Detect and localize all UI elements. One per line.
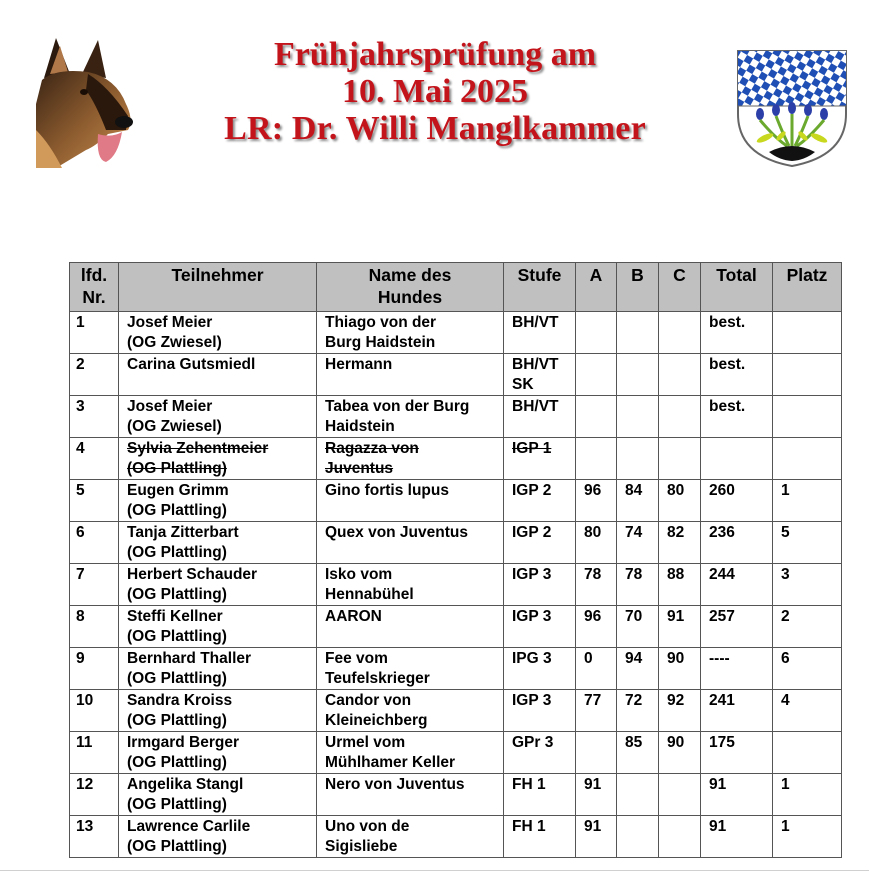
cell-stufe bbox=[504, 480, 576, 522]
participant-name: Angelika Stangl bbox=[127, 776, 244, 793]
cell-c bbox=[659, 396, 701, 438]
cell-teilnehmer bbox=[119, 396, 317, 438]
dog-name-line-1: Isko vom bbox=[325, 566, 393, 583]
cell-a: 78 bbox=[576, 564, 617, 606]
dog-name-line-1: Nero von Juventus bbox=[325, 776, 465, 793]
participant-name: Eugen Grimm bbox=[127, 482, 229, 499]
cell-hund bbox=[317, 438, 504, 480]
page-bottom-rule bbox=[0, 870, 869, 871]
cell-platz bbox=[773, 396, 842, 438]
cell-platz: 5 bbox=[773, 522, 842, 564]
cell-b bbox=[617, 354, 659, 396]
cell-b: 94 bbox=[617, 648, 659, 690]
cell-total: 175 bbox=[701, 732, 773, 774]
stufe-line-1: IGP 2 bbox=[512, 482, 552, 499]
cell-platz: 4 bbox=[773, 690, 842, 732]
cell-hund bbox=[317, 732, 504, 774]
cell-total: ---- bbox=[701, 648, 773, 690]
cell-stufe bbox=[504, 438, 576, 480]
cell-hund bbox=[317, 774, 504, 816]
participant-club: (OG Zwiesel) bbox=[127, 334, 222, 351]
dog-name-line-1: Uno von de bbox=[325, 818, 410, 835]
cell-stufe bbox=[504, 606, 576, 648]
cell-teilnehmer bbox=[119, 774, 317, 816]
cell-c: 91 bbox=[659, 606, 701, 648]
dog-name-line-1: Gino fortis lupus bbox=[325, 482, 449, 499]
dog-name-line-2: Kleineichberg bbox=[325, 712, 428, 729]
participant-name: Josef Meier bbox=[127, 314, 213, 331]
results-table bbox=[69, 262, 842, 858]
cell-b: 70 bbox=[617, 606, 659, 648]
cell-nr: 7 bbox=[70, 564, 119, 606]
dog-name-line-2: Burg Haidstein bbox=[325, 334, 436, 351]
cell-c bbox=[659, 354, 701, 396]
table-row bbox=[70, 564, 842, 606]
cell-stufe bbox=[504, 564, 576, 606]
cell-c bbox=[659, 774, 701, 816]
dog-name-line-1: Thiago von der bbox=[325, 314, 437, 331]
dog-name-line-2: Mühlhamer Keller bbox=[325, 754, 456, 771]
table-row bbox=[70, 396, 842, 438]
cell-total: 244 bbox=[701, 564, 773, 606]
cell-hund bbox=[317, 690, 504, 732]
dog-name-line-1: Fee vom bbox=[325, 650, 388, 667]
cell-c bbox=[659, 312, 701, 354]
cell-stufe bbox=[504, 816, 576, 858]
table-row bbox=[70, 648, 842, 690]
cell-platz bbox=[773, 312, 842, 354]
header-c: C bbox=[659, 263, 701, 312]
cell-stufe bbox=[504, 690, 576, 732]
table-row bbox=[70, 438, 842, 480]
cell-a bbox=[576, 438, 617, 480]
cell-a: 80 bbox=[576, 522, 617, 564]
cell-nr: 6 bbox=[70, 522, 119, 564]
table-row bbox=[70, 312, 842, 354]
dog-name-line-2: Teufelskrieger bbox=[325, 670, 430, 687]
cell-nr: 4 bbox=[70, 438, 119, 480]
cell-total bbox=[701, 438, 773, 480]
cell-teilnehmer bbox=[119, 690, 317, 732]
participant-club: (OG Plattling) bbox=[127, 628, 227, 645]
header-hund: Name des Hundes bbox=[317, 263, 504, 312]
cell-total: 260 bbox=[701, 480, 773, 522]
table-row bbox=[70, 732, 842, 774]
cell-nr: 13 bbox=[70, 816, 119, 858]
cell-c: 92 bbox=[659, 690, 701, 732]
cell-b bbox=[617, 438, 659, 480]
stufe-line-1: FH 1 bbox=[512, 776, 546, 793]
cell-c: 90 bbox=[659, 648, 701, 690]
cell-hund bbox=[317, 480, 504, 522]
header-platz: Platz bbox=[773, 263, 842, 312]
cell-b: 78 bbox=[617, 564, 659, 606]
participant-club: (OG Plattling) bbox=[127, 460, 227, 477]
cell-c: 82 bbox=[659, 522, 701, 564]
stufe-line-1: IGP 1 bbox=[512, 440, 552, 457]
dog-name-line-2: Hennabühel bbox=[325, 586, 414, 603]
participant-club: (OG Plattling) bbox=[127, 670, 227, 687]
cell-platz: 2 bbox=[773, 606, 842, 648]
cell-c bbox=[659, 816, 701, 858]
stufe-line-1: IGP 3 bbox=[512, 608, 552, 625]
cell-teilnehmer bbox=[119, 564, 317, 606]
coat-of-arms-image bbox=[735, 48, 849, 168]
cell-b: 85 bbox=[617, 732, 659, 774]
cell-total: 91 bbox=[701, 816, 773, 858]
dog-name-line-2: Sigisliebe bbox=[325, 838, 398, 855]
cell-teilnehmer bbox=[119, 354, 317, 396]
cell-hund bbox=[317, 564, 504, 606]
dog-name-line-2: Juventus bbox=[325, 460, 394, 477]
cell-platz bbox=[773, 354, 842, 396]
cell-total: best. bbox=[701, 312, 773, 354]
cell-a: 0 bbox=[576, 648, 617, 690]
cell-teilnehmer bbox=[119, 480, 317, 522]
title-line-2: 10. Mai 2025 bbox=[341, 73, 529, 110]
participant-club: (OG Plattling) bbox=[127, 544, 227, 561]
header-lfd-nr: lfd. Nr. bbox=[70, 263, 119, 312]
table-row bbox=[70, 480, 842, 522]
cell-nr: 10 bbox=[70, 690, 119, 732]
cell-teilnehmer bbox=[119, 816, 317, 858]
cell-a: 91 bbox=[576, 816, 617, 858]
table-row bbox=[70, 354, 842, 396]
cell-a bbox=[576, 396, 617, 438]
participant-club: (OG Plattling) bbox=[127, 796, 227, 813]
header-b: B bbox=[617, 263, 659, 312]
participant-name: Tanja Zitterbart bbox=[127, 524, 239, 541]
cell-c: 90 bbox=[659, 732, 701, 774]
cell-stufe bbox=[504, 354, 576, 396]
cell-nr: 1 bbox=[70, 312, 119, 354]
cell-total: best. bbox=[701, 396, 773, 438]
participant-name: Josef Meier bbox=[127, 398, 213, 415]
cell-nr: 2 bbox=[70, 354, 119, 396]
participant-name: Sylvia Zehentmeier bbox=[127, 440, 269, 457]
participant-name: Steffi Kellner bbox=[127, 608, 223, 625]
header-stufe: Stufe bbox=[504, 263, 576, 312]
cell-c: 80 bbox=[659, 480, 701, 522]
cell-platz: 1 bbox=[773, 774, 842, 816]
cell-c bbox=[659, 438, 701, 480]
title-line-3: LR: Dr. Willi Manglkammer bbox=[224, 110, 646, 147]
participant-club: (OG Zwiesel) bbox=[127, 418, 222, 435]
cell-platz bbox=[773, 438, 842, 480]
cell-b: 84 bbox=[617, 480, 659, 522]
cell-hund bbox=[317, 606, 504, 648]
participant-club: (OG Plattling) bbox=[127, 754, 227, 771]
cell-nr: 3 bbox=[70, 396, 119, 438]
cell-a: 77 bbox=[576, 690, 617, 732]
cell-hund bbox=[317, 354, 504, 396]
cell-stufe bbox=[504, 732, 576, 774]
title-line-1: Frühjahrsprüfung am bbox=[273, 36, 597, 73]
cell-hund bbox=[317, 396, 504, 438]
cell-platz bbox=[773, 732, 842, 774]
table-row bbox=[70, 774, 842, 816]
cell-total: 236 bbox=[701, 522, 773, 564]
cell-platz: 3 bbox=[773, 564, 842, 606]
stufe-line-1: FH 1 bbox=[512, 818, 546, 835]
header-total: Total bbox=[701, 263, 773, 312]
cell-hund bbox=[317, 312, 504, 354]
dog-name-line-1: Hermann bbox=[325, 356, 393, 373]
cell-b bbox=[617, 312, 659, 354]
participant-club: (OG Plattling) bbox=[127, 586, 227, 603]
cell-a bbox=[576, 354, 617, 396]
cell-total: best. bbox=[701, 354, 773, 396]
cell-b: 74 bbox=[617, 522, 659, 564]
table-row bbox=[70, 606, 842, 648]
cell-platz: 1 bbox=[773, 480, 842, 522]
cell-total: 91 bbox=[701, 774, 773, 816]
cell-nr: 8 bbox=[70, 606, 119, 648]
cell-b bbox=[617, 774, 659, 816]
cell-platz: 6 bbox=[773, 648, 842, 690]
participant-name: Herbert Schauder bbox=[127, 566, 258, 583]
header-a: A bbox=[576, 263, 617, 312]
cell-nr: 11 bbox=[70, 732, 119, 774]
cell-stufe bbox=[504, 396, 576, 438]
participant-name: Lawrence Carlile bbox=[127, 818, 251, 835]
cell-a: 96 bbox=[576, 480, 617, 522]
table-row bbox=[70, 690, 842, 732]
cell-stufe bbox=[504, 522, 576, 564]
participant-club: (OG Plattling) bbox=[127, 838, 227, 855]
cell-stufe bbox=[504, 774, 576, 816]
table-row bbox=[70, 816, 842, 858]
dog-name-line-1: Quex von Juventus bbox=[325, 524, 468, 541]
stufe-line-1: IPG 3 bbox=[512, 650, 552, 667]
stufe-line-2: SK bbox=[512, 376, 534, 393]
cell-stufe bbox=[504, 312, 576, 354]
cell-a: 91 bbox=[576, 774, 617, 816]
participant-club: (OG Plattling) bbox=[127, 712, 227, 729]
german-shepherd-dog-image bbox=[36, 34, 136, 168]
cell-teilnehmer bbox=[119, 312, 317, 354]
cell-a bbox=[576, 312, 617, 354]
cell-b bbox=[617, 396, 659, 438]
stufe-line-1: IGP 3 bbox=[512, 566, 552, 583]
cell-total: 257 bbox=[701, 606, 773, 648]
cell-nr: 9 bbox=[70, 648, 119, 690]
participant-name: Irmgard Berger bbox=[127, 734, 239, 751]
stufe-line-1: BH/VT bbox=[512, 314, 559, 331]
dog-name-line-1: Tabea von der Burg bbox=[325, 398, 470, 415]
cell-nr: 12 bbox=[70, 774, 119, 816]
cell-teilnehmer bbox=[119, 522, 317, 564]
dog-name-line-1: Ragazza von bbox=[325, 440, 419, 457]
cell-teilnehmer bbox=[119, 648, 317, 690]
cell-total: 241 bbox=[701, 690, 773, 732]
cell-a bbox=[576, 732, 617, 774]
cell-hund bbox=[317, 648, 504, 690]
cell-b bbox=[617, 816, 659, 858]
cell-b: 72 bbox=[617, 690, 659, 732]
stufe-line-1: BH/VT bbox=[512, 356, 559, 373]
cell-teilnehmer bbox=[119, 606, 317, 648]
stufe-line-1: BH/VT bbox=[512, 398, 559, 415]
dog-name-line-1: Candor von bbox=[325, 692, 412, 709]
table-row bbox=[70, 522, 842, 564]
stufe-line-1: GPr 3 bbox=[512, 734, 554, 751]
cell-nr: 5 bbox=[70, 480, 119, 522]
dog-name-line-1: Urmel vom bbox=[325, 734, 406, 751]
cell-a: 96 bbox=[576, 606, 617, 648]
cell-stufe bbox=[504, 648, 576, 690]
header-teilnehmer: Teilnehmer bbox=[119, 263, 317, 312]
cell-hund bbox=[317, 816, 504, 858]
cell-teilnehmer bbox=[119, 438, 317, 480]
document-title bbox=[140, 36, 730, 147]
participant-name: Sandra Kroiss bbox=[127, 692, 233, 709]
cell-teilnehmer bbox=[119, 732, 317, 774]
cell-hund bbox=[317, 522, 504, 564]
table-header-row bbox=[70, 263, 842, 312]
participant-name: Carina Gutsmiedl bbox=[127, 356, 256, 373]
stufe-line-1: IGP 3 bbox=[512, 692, 552, 709]
participant-name: Bernhard Thaller bbox=[127, 650, 252, 667]
dog-name-line-2: Haidstein bbox=[325, 418, 395, 435]
stufe-line-1: IGP 2 bbox=[512, 524, 552, 541]
cell-platz: 1 bbox=[773, 816, 842, 858]
participant-club: (OG Plattling) bbox=[127, 502, 227, 519]
dog-name-line-1: AARON bbox=[325, 608, 382, 625]
cell-c: 88 bbox=[659, 564, 701, 606]
